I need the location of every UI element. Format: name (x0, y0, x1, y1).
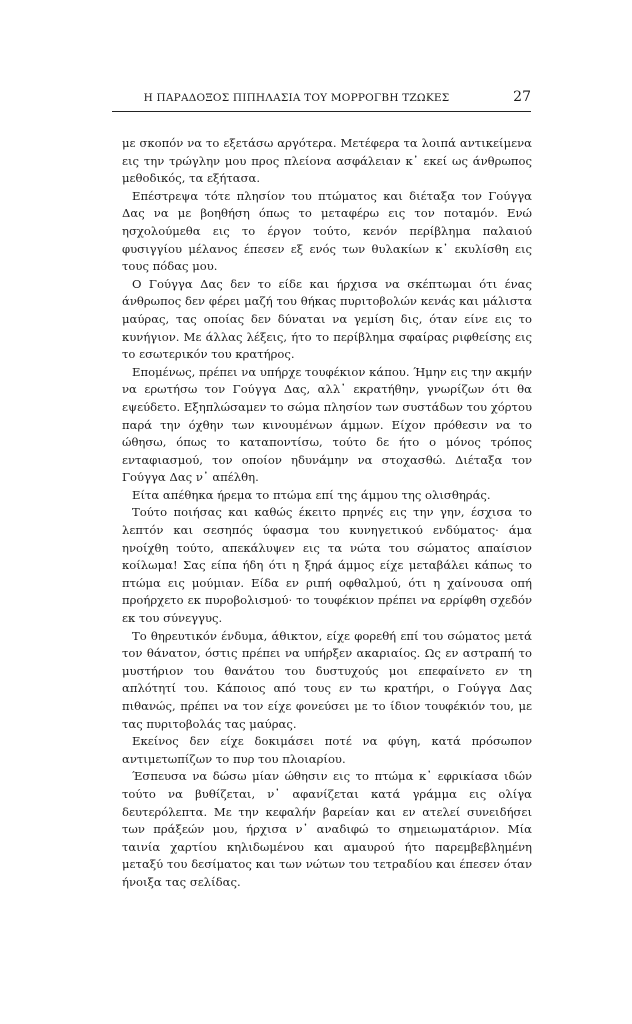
paragraph: Το θηρευτικόν ένδυμα, άθικτον, είχε φορεθή επί του σώματος μετά τον θάνατον, όστις πρέπει να υπήρξεν ακαριαίος. Ως εν αστραπή το μυστήριον του θανάτου του δυστυχούς μοι επεφαίνετο εν τη απλότητί του. Κάποιος από τους εν τω κρατήρι, ο Γούγγα Δας πιθανώς, πρέπει να τον είχε φονεύσει με το ίδιον τουφέκιόν του, με τας πυριτοβολάς τας μαύρας. (122, 628, 532, 731)
paragraph: Επέστρεψα τότε πλησίον του πτώματος και διέταξα τον Γούγγα Δας να με βοηθήση όπως το μεταφέρω εις τον ποταμόν. Ενώ ησχολούμεθα εις το έργον τούτο, κενόν περίβλημα παλαιού φυσιγγίου μέλανος έπεσεν εξ ενός των θυλακίων κ᾿ εκυλίσθη εις τους πόδας μου. (122, 188, 532, 274)
header-rule (112, 111, 531, 112)
paragraph: Ο Γούγγα Δας δεν το είδε και ήρχισα να σκέπτωμαι ότι ένας άνθρωπος δεν φέρει μαζή του θήκας πυριτοβολών κενάς και μάλιστα μαύρας, τας οποίας δεν δύναται να γεμίση δις, όταν είνε εις το κυνήγιον. Με άλλας λέξεις, ήτο το περίβλημα σφαίρας ριφθείσης εις το εσωτερικόν του κρατήρος. (122, 276, 532, 362)
paragraph: Επομένως, πρέπει να υπήρχε τουφέκιον κάπου. Ήμην εις την ακμήν να ερωτήσω τον Γούγγα Δας, αλλ᾿ εκρατήθην, γνωρίζων ότι θα εψεύδετο. Εξηπλώσαμεν το σώμα πλησίον των συστάδων του χόρτου παρά την όχθην των κινουμένων άμμων. Είχον πρόθεσιν να το ώθησω, όπως το καταποντίσω, τούτο δε ήτο ο μόνος τρόπος ενταφιασμού, τον οποίον ηδυνάμην να στοχασθώ. Διέταξα τον Γούγγα Δας ν᾿ απέλθη. (122, 364, 532, 485)
page-number: 27 (513, 89, 531, 105)
running-title: Η ΠΑΡΑΔΟΞΟΣ ΠΙΠΗΛΑΣΙΑ ΤΟΥ ΜΟΡΡΟΓΒΗ ΤΖΩΚΕΣ (143, 92, 450, 104)
paragraph: με σκοπόν να το εξετάσω αργότερα. Μετέφερα τα λοιπά αντικείμενα εις την τρώγλην μου προς πλείονα ασφάλειαν κ᾿ εκεί ως άνθρωπος μεθοδικός, τα εξήτασα. (122, 136, 532, 186)
paragraph: Είτα απέθηκα ήρεμα το πτώμα επί της άμμου της ολισθηράς. (132, 487, 491, 502)
paragraph: Εκείνος δεν είχε δοκιμάσει ποτέ να φύγη, κατά πρόσωπον αντιμετωπίζων το πυρ του πλοιαρίου. (122, 734, 532, 766)
body-text (122, 135, 532, 892)
paragraph: Έσπευσα να δώσω μίαν ώθησιν εις το πτώμα κ᾿ εφρικίασα ιδών τούτο να βυθίζεται, ν᾿ αφανίζεται κατά γράμμα εις ολίγα δευτερόλεπτα. Με την κεφαλήν βαρείαν και εν ατελεί συνειδήσει των πράξεών μου, ήρχισα ν᾿ αναδιφώ το σημειωματάριον. Μία ταινία χαρτίου κηλιδωμένου και αμαυρού ήτο παρεμβεβλημένη μεταξύ του δεσίματος και των νώτων του τετραδίου και έπεσεν όταν ήνοιξα τας σελίδας. (122, 769, 532, 889)
paragraph: Τούτο ποιήσας και καθώς έκειτο πρηνές εις την γην, έσχισα το λεπτόν και σεσηπός ύφασμα του κυνηγετικού ενδύματος· άμα ηνοίχθη τούτο, απεκάλυψεν εις τα νώτα του σώματος απαίσιον κοίλωμα! Σας είπα ήδη ότι η ξηρά άμμος είχε μεταβάλει κάπως το πτώμα εις μούμιαν. Είδα εν ριπή οφθαλμού, ότι η χαίνουσα οπή προήρχετο εκ πυροβολισμού· το τουφέκιον πρέπει να ερρίφθη σχεδόν εκ του σύνεγγυς. (122, 505, 532, 626)
